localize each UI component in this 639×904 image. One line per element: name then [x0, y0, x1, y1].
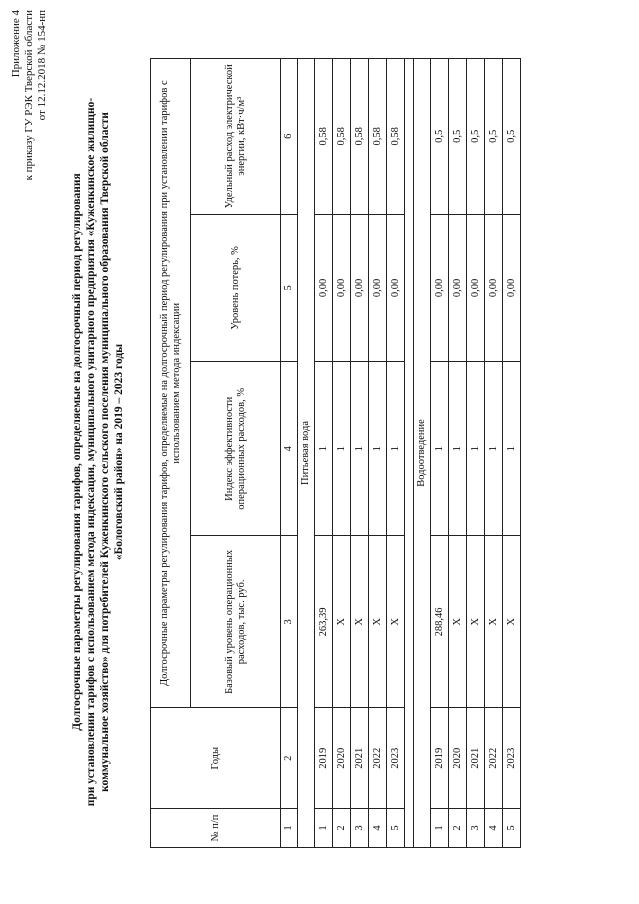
title-line-1: Долгосрочные параметры регулирования тарифов, определяемые на долгосрочный период регулирования [71, 173, 83, 731]
table-row [485, 59, 503, 848]
table-header-row [151, 59, 191, 848]
parameters-table [150, 58, 521, 848]
cell-loss: 0,00 [315, 214, 333, 362]
section-header-row [298, 59, 315, 848]
cell-no: 2 [449, 808, 467, 847]
cell-no: 2 [333, 808, 351, 847]
cell-base: Х [387, 536, 405, 708]
cell-base: 263,39 [315, 536, 333, 708]
header-base-opex: Базовый уровень операционных расходов, тыс. руб. [191, 536, 281, 708]
cell-year: 2019 [431, 708, 449, 809]
cell-base: Х [485, 536, 503, 708]
column-number: 5 [281, 214, 298, 362]
header-years: Годы [151, 708, 281, 809]
cell-year: 2023 [503, 708, 521, 809]
section-title: Питьевая вода [298, 59, 315, 848]
table-row [369, 59, 387, 848]
cell-loss: 0,00 [431, 214, 449, 362]
appendix-note [10, 10, 49, 180]
cell-energy: 0,58 [351, 59, 369, 215]
cell-base: Х [351, 536, 369, 708]
cell-index: 1 [467, 362, 485, 536]
cell-loss: 0,00 [351, 214, 369, 362]
cell-energy: 0,58 [387, 59, 405, 215]
cell-energy: 0,5 [449, 59, 467, 215]
appendix-line-2: к приказу ГУ РЭК Тверской области [23, 10, 35, 181]
header-group: Долгосрочные параметры регулирования тарифов, определяемые на долгосрочный период регулирования при установлении тарифов с использованием метода индексации [151, 59, 191, 708]
cell-loss: 0,00 [333, 214, 351, 362]
cell-no: 1 [315, 808, 333, 847]
cell-year: 2022 [369, 708, 387, 809]
appendix-line-1: Приложение 4 [10, 10, 22, 78]
cell-no: 5 [503, 808, 521, 847]
table-row [467, 59, 485, 848]
cell-no: 3 [351, 808, 369, 847]
cell-year: 2021 [351, 708, 369, 809]
cell-no: 4 [485, 808, 503, 847]
cell-energy: 0,58 [333, 59, 351, 215]
cell-no: 3 [467, 808, 485, 847]
cell-index: 1 [449, 362, 467, 536]
column-number: 4 [281, 362, 298, 536]
cell-year: 2022 [485, 708, 503, 809]
table-row [333, 59, 351, 848]
header-energy-rate: Удельный расход электрической энергии, кВт·ч/м³ [191, 59, 281, 215]
cell-base: Х [467, 536, 485, 708]
cell-index: 1 [485, 362, 503, 536]
cell-no: 1 [431, 808, 449, 847]
cell-no: 5 [387, 808, 405, 847]
title-line-3: коммунальное хозяйство» для потребителей Куженкинского сельского поселения муниципального образования Тверской области [99, 112, 111, 792]
cell-index: 1 [387, 362, 405, 536]
header-no: № п/п [151, 808, 281, 847]
column-number: 3 [281, 536, 298, 708]
section-title: Водоотведение [414, 59, 431, 848]
cell-loss: 0,00 [467, 214, 485, 362]
title-line-2: при установлении тарифов с использованием метода индексации, муниципального унитарного предприятия «Куженкинское жилищно- [85, 97, 97, 807]
table-row [431, 59, 449, 848]
cell-index: 1 [333, 362, 351, 536]
cell-energy: 0,5 [485, 59, 503, 215]
cell-index: 1 [431, 362, 449, 536]
cell-year: 2020 [333, 708, 351, 809]
cell-base: Х [449, 536, 467, 708]
cell-loss: 0,00 [369, 214, 387, 362]
header-efficiency-index: Индекс эффективности операционных расходов, % [191, 362, 281, 536]
cell-energy: 0,58 [369, 59, 387, 215]
table-row [315, 59, 333, 848]
cell-base: Х [369, 536, 387, 708]
spacer-cell [405, 59, 414, 848]
column-number: 6 [281, 59, 298, 215]
column-number: 2 [281, 708, 298, 809]
cell-base: 288,46 [431, 536, 449, 708]
cell-energy: 0,5 [467, 59, 485, 215]
header-loss-level: Уровень потерь, % [191, 214, 281, 362]
cell-index: 1 [503, 362, 521, 536]
cell-index: 1 [369, 362, 387, 536]
cell-base: Х [333, 536, 351, 708]
table-row [449, 59, 467, 848]
cell-no: 4 [369, 808, 387, 847]
cell-energy: 0,5 [503, 59, 521, 215]
cell-year: 2020 [449, 708, 467, 809]
table-row [387, 59, 405, 848]
cell-loss: 0,00 [485, 214, 503, 362]
appendix-line-3: от 12.12.2018 № 154-нп [36, 10, 48, 121]
section-header-row [414, 59, 431, 848]
cell-energy: 0,5 [431, 59, 449, 215]
cell-loss: 0,00 [503, 214, 521, 362]
cell-loss: 0,00 [387, 214, 405, 362]
cell-base: Х [503, 536, 521, 708]
cell-index: 1 [315, 362, 333, 536]
column-numbers-row [281, 59, 298, 848]
table-row [503, 59, 521, 848]
table-row [351, 59, 369, 848]
cell-index: 1 [351, 362, 369, 536]
document-title [70, 40, 126, 864]
title-line-4: «Бологовский район» на 2019 – 2023 годы [113, 343, 125, 561]
cell-year: 2019 [315, 708, 333, 809]
cell-year: 2023 [387, 708, 405, 809]
cell-loss: 0,00 [449, 214, 467, 362]
column-number: 1 [281, 808, 298, 847]
cell-energy: 0,58 [315, 59, 333, 215]
section-spacer [405, 59, 414, 848]
cell-year: 2021 [467, 708, 485, 809]
